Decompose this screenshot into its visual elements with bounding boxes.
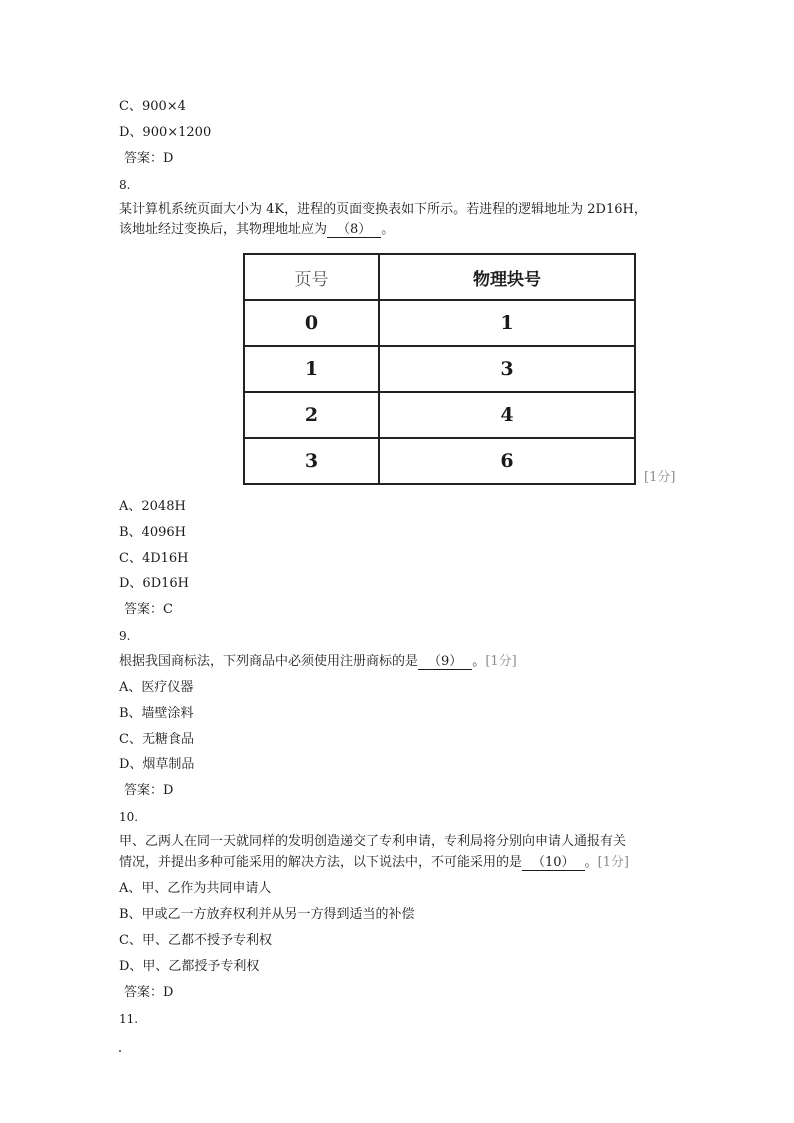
q8-text-line2 [119, 222, 394, 238]
table-row [244, 346, 635, 392]
q10-answer: 答案：D [124, 985, 174, 1000]
q10-option-b: B、甲或乙一方放弃权利并从另一方得到适当的补偿 [119, 907, 415, 922]
q10-number: 10. [119, 810, 139, 824]
q10-score: [1分] [597, 855, 629, 870]
q10-option-d: D、甲、乙都授予专利权 [119, 959, 260, 974]
q9-answer: 答案：D [124, 783, 174, 798]
q10-text-prefix: 情况，并提出多种可能采用的解决方法，以下说法中，不可能采用的是 [119, 855, 523, 870]
block-number-cell: 3 [379, 346, 635, 392]
q9-option-a: A、医疗仪器 [119, 680, 194, 695]
q9-option-d: D、烟草制品 [119, 757, 195, 772]
q9-blank: （9） [418, 655, 472, 670]
q8-answer: 答案：C [124, 602, 173, 617]
q8-text-suffix: 。 [381, 222, 395, 237]
page-number-cell: 1 [244, 346, 379, 392]
q8-option-a: A、2048H [119, 499, 186, 514]
q7-answer: 答案：D [124, 151, 174, 166]
q7-option-d: D、900×1200 [119, 125, 212, 140]
page-table-header-block: 物理块号 [379, 254, 635, 300]
q10-option-a: A、甲、乙作为共同申请人 [119, 881, 272, 896]
q10-text-line2 [119, 855, 629, 871]
q9-score: [1分] [485, 654, 517, 669]
block-number-cell: 1 [379, 300, 635, 346]
q9-option-b: B、墙壁涂料 [119, 706, 194, 721]
page-number-cell: 3 [244, 438, 379, 484]
q10-text-line1: 甲、乙两人在同一天就同样的发明创造递交了专利申请，专利局将分别向申请人通报有关 [119, 834, 627, 849]
table-row [244, 392, 635, 438]
q8-text-line1: 某计算机系统页面大小为 4K，进程的页面变换表如下所示。若进程的逻辑地址为 2D16H， [119, 202, 647, 217]
q9-option-c: C、无糖食品 [119, 732, 194, 747]
table-row [244, 300, 635, 346]
page-table [243, 253, 636, 485]
q7-option-c: C、900×4 [119, 99, 186, 114]
page-table-header-page: 页号 [244, 254, 379, 300]
q8-option-b: B、4096H [119, 525, 186, 540]
table-row [244, 438, 635, 484]
page-number-cell: 2 [244, 392, 379, 438]
block-number-cell: 6 [379, 438, 635, 484]
q10-blank: （10） [522, 856, 585, 871]
q9-text [119, 654, 517, 670]
q11-number: 11. [119, 1012, 139, 1026]
page-number-cell: 0 [244, 300, 379, 346]
q10-text-suffix: 。 [584, 855, 598, 870]
q8-option-c: C、4D16H [119, 551, 189, 566]
q9-number: 9. [119, 629, 131, 643]
q8-text-prefix: 该地址经过变换后，其物理地址应为 [119, 222, 328, 237]
q8-number: 8. [119, 178, 131, 192]
q8-blank: （8） [327, 223, 381, 238]
q9-text-prefix: 根据我国商标法，下列商品中必须使用注册商标的是 [119, 654, 419, 669]
q10-option-c: C、甲、乙都不授予专利权 [119, 933, 272, 948]
q9-text-suffix: 。 [472, 654, 486, 669]
q8-option-d: D、6D16H [119, 576, 189, 591]
page-table-header-row [244, 254, 635, 300]
q8-score: [1分] [644, 470, 676, 485]
block-number-cell: 4 [379, 392, 635, 438]
page-dot [119, 1050, 121, 1052]
